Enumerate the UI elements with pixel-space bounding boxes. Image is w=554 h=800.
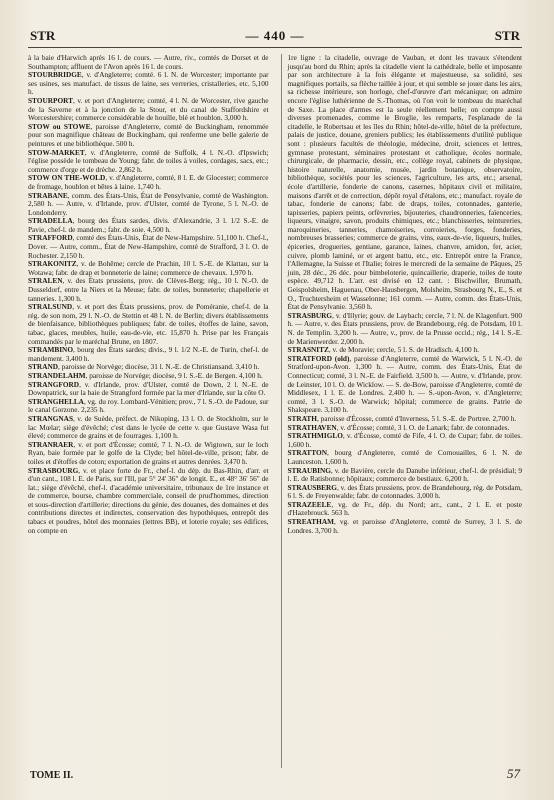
- entry-text: , paroisse de Norvège; diocèse, 9 l. S.-E. de Bergen. 4,100 h.: [85, 370, 263, 380]
- entry-text: , v. des États prussiens, prov. de Brandebourg, rég. de Potsdam, 6 l. S. de Freyenwalde; fabr. de cotonnades. 3,000 h.: [287, 482, 522, 501]
- entry-text: , bourg d'Angleterre, comté de Cornouailles, 6 l. N. de Launceston. 1,600 h.: [287, 448, 522, 466]
- entry-text: , v. et port des États prussiens, prov. de Poméranie, chef-l. de la rég. de son nom, 29 l. N.-O. de Stettin et 48 l. N. de Berlin; divers établissements de bienfaisance, bibliothèques publiques; fabr. de toiles, étoffes de laine, savon, tabac, glaces, meubles, huile, eau-de-vie, etc. 15,870 h. Prise par les Français commandés par le maréchal Brune, en 1807.: [28, 302, 269, 346]
- entry-headword: STRANDELAHM: [28, 370, 86, 380]
- entry-headword: STRADELLA: [28, 216, 73, 226]
- entry-text: à la baie d'Harwich après 16 l. de cours. — Autre, riv., comtés de Dorset et de Southampton; affluent de l'Avon après 16 l. de cours.: [28, 54, 269, 71]
- dictionary-entry: [28, 174, 269, 191]
- entry-headword: STRALEN: [28, 276, 63, 286]
- signature-mark: 57: [507, 766, 520, 781]
- entry-headword: STRANRAER: [28, 439, 74, 449]
- entry-headword: STRATTON: [287, 448, 327, 458]
- entry-text: , v. de Bavière, cercle du Danube inférieur, chef-l. de présidial; 9 l. E. de Ratisbonne; hôpitaux; commerce de bestiaux. 6,200 h.: [287, 465, 522, 484]
- entry-headword: STRABANE: [28, 190, 68, 200]
- entry-headword: STOURPORT: [28, 95, 74, 105]
- entry-headword: STRATFORD (old): [287, 353, 350, 363]
- entry-headword: STRAUBING: [287, 465, 331, 475]
- dictionary-entry: [28, 71, 269, 97]
- dictionary-entry: [28, 192, 269, 218]
- dictionary-entry: [288, 518, 523, 535]
- entry-text: , v. d'Angleterre, comté de Suffolk, 4 l. N.-O. d'Ipswich; l'église possède le tombeau de Young; fabr. de toiles à voiles, cordages, sacs, etc.; commerce d'orge et de drèche. 2,862 h.: [28, 147, 269, 174]
- dictionary-entry: [288, 432, 523, 449]
- entry-text: , bourg des États sardes, divis. d'Alexandrie, 3 l. 1/2 S.-E. de Pavie, chef-l. de mandem.; fabr. de soie. 4,500 h.: [28, 216, 269, 234]
- header-rule: [28, 47, 522, 48]
- dictionary-entry: [288, 355, 523, 415]
- dictionary-entry: [28, 97, 269, 123]
- entry-headword: STRANGHELLA: [28, 396, 84, 406]
- dictionary-entry: [28, 346, 269, 363]
- entry-headword: STRAUSBERG: [287, 482, 337, 492]
- entry-headword: STOW ON THE-WOLD: [28, 173, 106, 183]
- dictionary-entry: [288, 501, 523, 518]
- entry-text: , paroisse d'Angleterre, comté de Warwick, 5 l. N.-O. de Stratford-upon-Avon. 1,300 h. — Autre, comm. des États-Unis, État de Connecticut; comté, 3 l. N.-E. de Fairfield. 3,500 h. — Autre, v. d'Irlande, prov. de Leinster, 10 l. O. de Wicklow. — S. de-Bow, paroisse d'Angleterre, comté de Middlesex, 1 l. E. de Londres. 2,400 h. — S.-upon-Avon, v. d'Angleterre; comté, 3 l. S.-O. de Warwick; hôpital; commerce de grains. Patrie de Shakspeare. 3,100 h.: [287, 353, 522, 415]
- header-right-word: STR: [494, 28, 520, 43]
- entry-headword: STRATHMIGLO: [287, 431, 343, 441]
- dictionary-entry: [288, 467, 523, 484]
- entry-text: 1re ligne : la citadelle, ouvrage de Vauban, et dont les travaux s'étendent jusqu'au bord du Rhin; après la citadelle vient la cathédrale, belle et imposante par son architecture à la fois élégante et majestueuse, sa solidité, ses magnifiques portails, sa flèche taillée à jour, et qui semble se jouer dans les airs, sa richesse intérieure, son horloge, chef-d'œuvre d'art mécanique; on admire encore l'église luthérienne de S.-Thomas, où l'on voit le tombeau du maréchal de Saxe. La place d'armes est la seule réellement belle; on compte aussi diverses promenades, comme le Broglie, les remparts, l'esplanade de la citadelle, le Robertsau et les îles du Rhin; hôtel-de-ville, hôtel de la préfecture, palais de justice, douane, greniers publics; les établissements d'utilité publique sont : plusieurs facultés de théologie, médecine, droit, sciences et lettres, gymnase protestant, séminaires protestant et catholique, écoles normale, chirurgicale, de pharmacie, dessin, etc., collège royal, cabinets de physique, histoire naturelle, anatomie, musée, jardin botanique, observatoire, bibliothèque, sociétés pour les sciences, l'agriculture, les arts, etc.; arsenal, école d'artillerie, fonderie de canons, casernes, hôpitaux civil et militaire, maisons d'arrêt et de correction, dépôt royal d'étalons, etc.; manufact. royale de tabac, fonderie de canons; fabr. de draps, toiles, cotonnades, ganterie, tapisseries, papiers peints, orfèvreries, bijouteries, chaudronneries, faïenceries, liqueurs, vinaigre, savon, produits chimiques, etc.; blanchisseries, teintureries, maroquineries, tanneries, chamoiseries, corroieries, forges, fonderies, nombreuses brasseries; commerce de grains, vins, eaux-de-vie, liqueurs, huiles, épiceries, drogueries, gentiane, garance, laines, chanvre, amidon, fer, acier, cuivre, plomb laminé, or et argent battu, etc., etc. Entrepôt entre la France, l'Allemagne, la Suisse et l'Italie; foires le mercredi de la semaine de Pâques, 25 juin, 28 déc., 26 déc. pour bimbeloterie, quincaillerie, draperie, toiles de toute espèce. 49,712 h. L'arr. est divisé en 12 cant. : Bischwiller, Brumath, Geispolsheim, Haguenau, Ober-Hausbergen, Molsheim, Strasbourg N., E., S. et O., Truchtersheim et Wasselonne; 161 comm. — Autre, comm. des États-Unis, État de Pensylvanie. 3,560 h.: [287, 54, 522, 312]
- page-footer: [30, 766, 520, 784]
- dictionary-entry: [28, 303, 269, 346]
- right-column: [281, 54, 523, 768]
- dictionary-entry: [28, 398, 269, 415]
- entry-headword: STOURBRIDGE: [28, 70, 82, 80]
- entry-headword: STRAMBINO: [28, 345, 74, 355]
- dictionary-entry: [28, 415, 269, 441]
- dictionary-entry: [288, 54, 523, 312]
- two-column-body: [28, 54, 522, 768]
- header-left-word: STR: [30, 28, 56, 43]
- entry-text: , v. d'Angleterre; comté. 6 l. N. de Worcester; importante par ses usines, ses manufact. de tissus de laine, ses verreries, cristalleries, etc. 5,100 h.: [28, 70, 269, 97]
- entry-headword: STRATHAVEN: [287, 422, 337, 432]
- dictionary-entry: [288, 484, 523, 501]
- entry-headword: STRAFFORD: [28, 233, 73, 243]
- entry-text: , v. de Bohême; cercle de Prachin, 10 l. S.-E. de Klattau, sur la Wotawa; fabr. de drap et bonneterie de laine; commerce de chevaux. 1,970 h.: [28, 259, 269, 277]
- dictionary-entry: [28, 277, 269, 303]
- entry-text: , comté des États-Unis, État de New-Hampshire. 51,100 h. Chef-l., Dover. — Autre, comm., État de New-Hampshire, comté de Strafford, 3 l. O. de Rochester. 2,150 h.: [28, 233, 269, 260]
- entry-headword: STOW ou STOWE: [28, 121, 91, 131]
- entry-headword: STOW-MARKET: [28, 147, 85, 157]
- dictionary-entry: [288, 312, 523, 346]
- running-header: [30, 28, 520, 44]
- entry-text: , v. et port d'Angleterre; comté, 4 l. N. de Worcester, rive gauche de la Saverne et à la jonction de la Stour, et du canal de Staffordshire et Worcestershire; commerce considérable de houille, blé et houblon. 3,000 h.: [28, 95, 269, 123]
- entry-text: , v. d'Écosse; comté, 3 l. O. de Lanark; fabr. de cotonnades.: [336, 422, 510, 432]
- entry-text: , v. d'Angleterre, comté, 8 l. E. de Glocester; commerce de fromage, houblon et bêtes à laine. 1,740 h.: [28, 173, 269, 191]
- left-column: [28, 54, 269, 768]
- page-number: — 440 —: [245, 28, 305, 43]
- entry-text: , v. d'Illyrie; gouv. de Laybach; cercle, 7 l. N. de Klagenfurt. 900 h. — Autre, v. des États prussiens, prov. de Brandebourg, rég. de Potsdam, 10 l. N. de Templin. 3,200 h. — Autre, v., prov. de la Prusse occid.; rég., 14 l. S.-E. de Marienwerder. 2,000 h.: [287, 310, 522, 346]
- dictionary-entry: [28, 467, 269, 536]
- entry-text: , paroisse de Norvège; diocèse, 31 l. N.-E. de Christiansand. 3,410 h.: [58, 362, 260, 372]
- entry-headword: STREATHAM: [287, 517, 334, 527]
- entry-headword: STRAKONITZ: [28, 259, 77, 269]
- entry-text: , comm. des États-Unis, État de Pensylvanie, comté de Washington. 2,580 h. — Autre, v. d'Irlande, prov. d'Ulster, comté de Tyrone, 5 l. N.-O. de Londonderry.: [28, 190, 269, 217]
- entry-text: , v. et port d'Écosse; comté, 7 l. N.-O. de Wigtown, sur le loch Ryan, baie formée par le golfe de la Clyde; bel hôtel-de-ville, prison; fabr. de toiles et d'étoffes de coton; exportation de grains et autres denrées. 3,470 h.: [28, 439, 269, 466]
- dictionary-entry: [28, 149, 269, 175]
- entry-text: , paroisse d'Angleterre, comté de Buckingham, renommée pour son magnifique château de Buckingham, qui renferme une belle galerie de peintures et une bibliothèque. 500 h.: [28, 121, 269, 148]
- entry-text: , v. de Moravie; cercle, 5 l. S. de Hradisch. 4,100 h.: [328, 345, 479, 355]
- entry-headword: STRAZEELE: [287, 499, 332, 509]
- dictionary-entry: [288, 449, 523, 466]
- entry-text: , v. des États prussiens, prov. de Clèves-Berg; rég., 10 l. N.-O. de Dusseldorf, entre la Niers et la Meuse; fabr. de toiles, bonneterie; chapellerie et tanneries. 1,300 h.: [28, 276, 269, 303]
- dictionary-entry: [28, 260, 269, 277]
- dictionary-entry: [28, 234, 269, 260]
- entry-text: , paroisse d'Écosse, comté d'Inverness, 5 l. S.-E. de Portree. 2,700 h.: [316, 413, 517, 423]
- entry-headword: STRANGNAS: [28, 413, 74, 423]
- entry-headword: STRANGFORD: [28, 379, 80, 389]
- entry-text: , v. et place forte de Fr., chef-l. du dép. du Bas-Rhin, d'arr. et d'un cant., 108 l. E. de Paris, sur l'Ill, par 5° 24' 36" de longit. E., et 48° 36' 56" de lat.; siège d'évêché, chef-l. d'académie universitaire, tribunaux de 1re instance et de commerce, bourse, chambre commerciale, conseil de prud'hommes, direction et sous-direction d'artillerie; directions du génie, des douanes, des domaines et des contributions directes et indirectes, conservation des hypothèques, entrepôt des tabacs et poudres, hôtel des monnaies (lettres BB), et loterie royale; ses édifices, on compte en: [28, 465, 269, 535]
- dictionary-entry: [28, 441, 269, 467]
- entry-headword: STRALSUND: [28, 302, 73, 312]
- dictionary-entry: [28, 54, 269, 71]
- entry-text: , v. d'Écosse, comté de Fife, 4 l. O. de Cupar; fabr. de toiles. 1,600 h.: [287, 431, 522, 449]
- entry-headword: STRASBOURG: [28, 465, 79, 475]
- entry-text: , vg. du roy. Lombard-Vénitien; prov., 7 l. S.-O. de Padoue, sur le canal Gorzone. 2,235 h.: [28, 396, 269, 415]
- entry-text: , v. d'Irlande, prov. d'Ulster, comté de Down, 2 l. N.-E. de Downpatrick, sur la baie de Strangford formée par la mer d'Irlande, sur la côte O.: [28, 379, 269, 398]
- dictionary-entry: [28, 381, 269, 398]
- entry-headword: STRASNITZ: [287, 345, 329, 355]
- dictionary-entry: [28, 123, 269, 149]
- dictionary-entry: [28, 217, 269, 234]
- entry-text: , vg. de Fr., dép. du Nord; arr., cant., 2 l. E. et poste d'Hazebrouck. 563 h.: [287, 499, 522, 518]
- volume-label: TOME II.: [30, 770, 74, 781]
- entry-headword: STRASBURG: [287, 310, 333, 320]
- entry-headword: STRAND: [28, 362, 59, 372]
- entry-text: , v. de Suède, préfect. de Nikoping, 13 l. O. de Stockholm, sur le lac Mœlar; siège d'évêché; c'est dans le lycée de cette v. que Gustave Wasa fut élevé; commerce de grains et de fourrages. 1,100 h.: [28, 413, 269, 441]
- entry-headword: STRATH: [287, 413, 317, 423]
- entry-text: , bourg des États sardes; divis., 9 l. 1/2 N.-E. de Turin, chef-l. de mandement. 3,400 h.: [28, 345, 269, 363]
- entry-text: , vg. et paroisse d'Angleterre, comté de Surrey, 3 l. S. de Londres. 3,700 h.: [287, 517, 522, 535]
